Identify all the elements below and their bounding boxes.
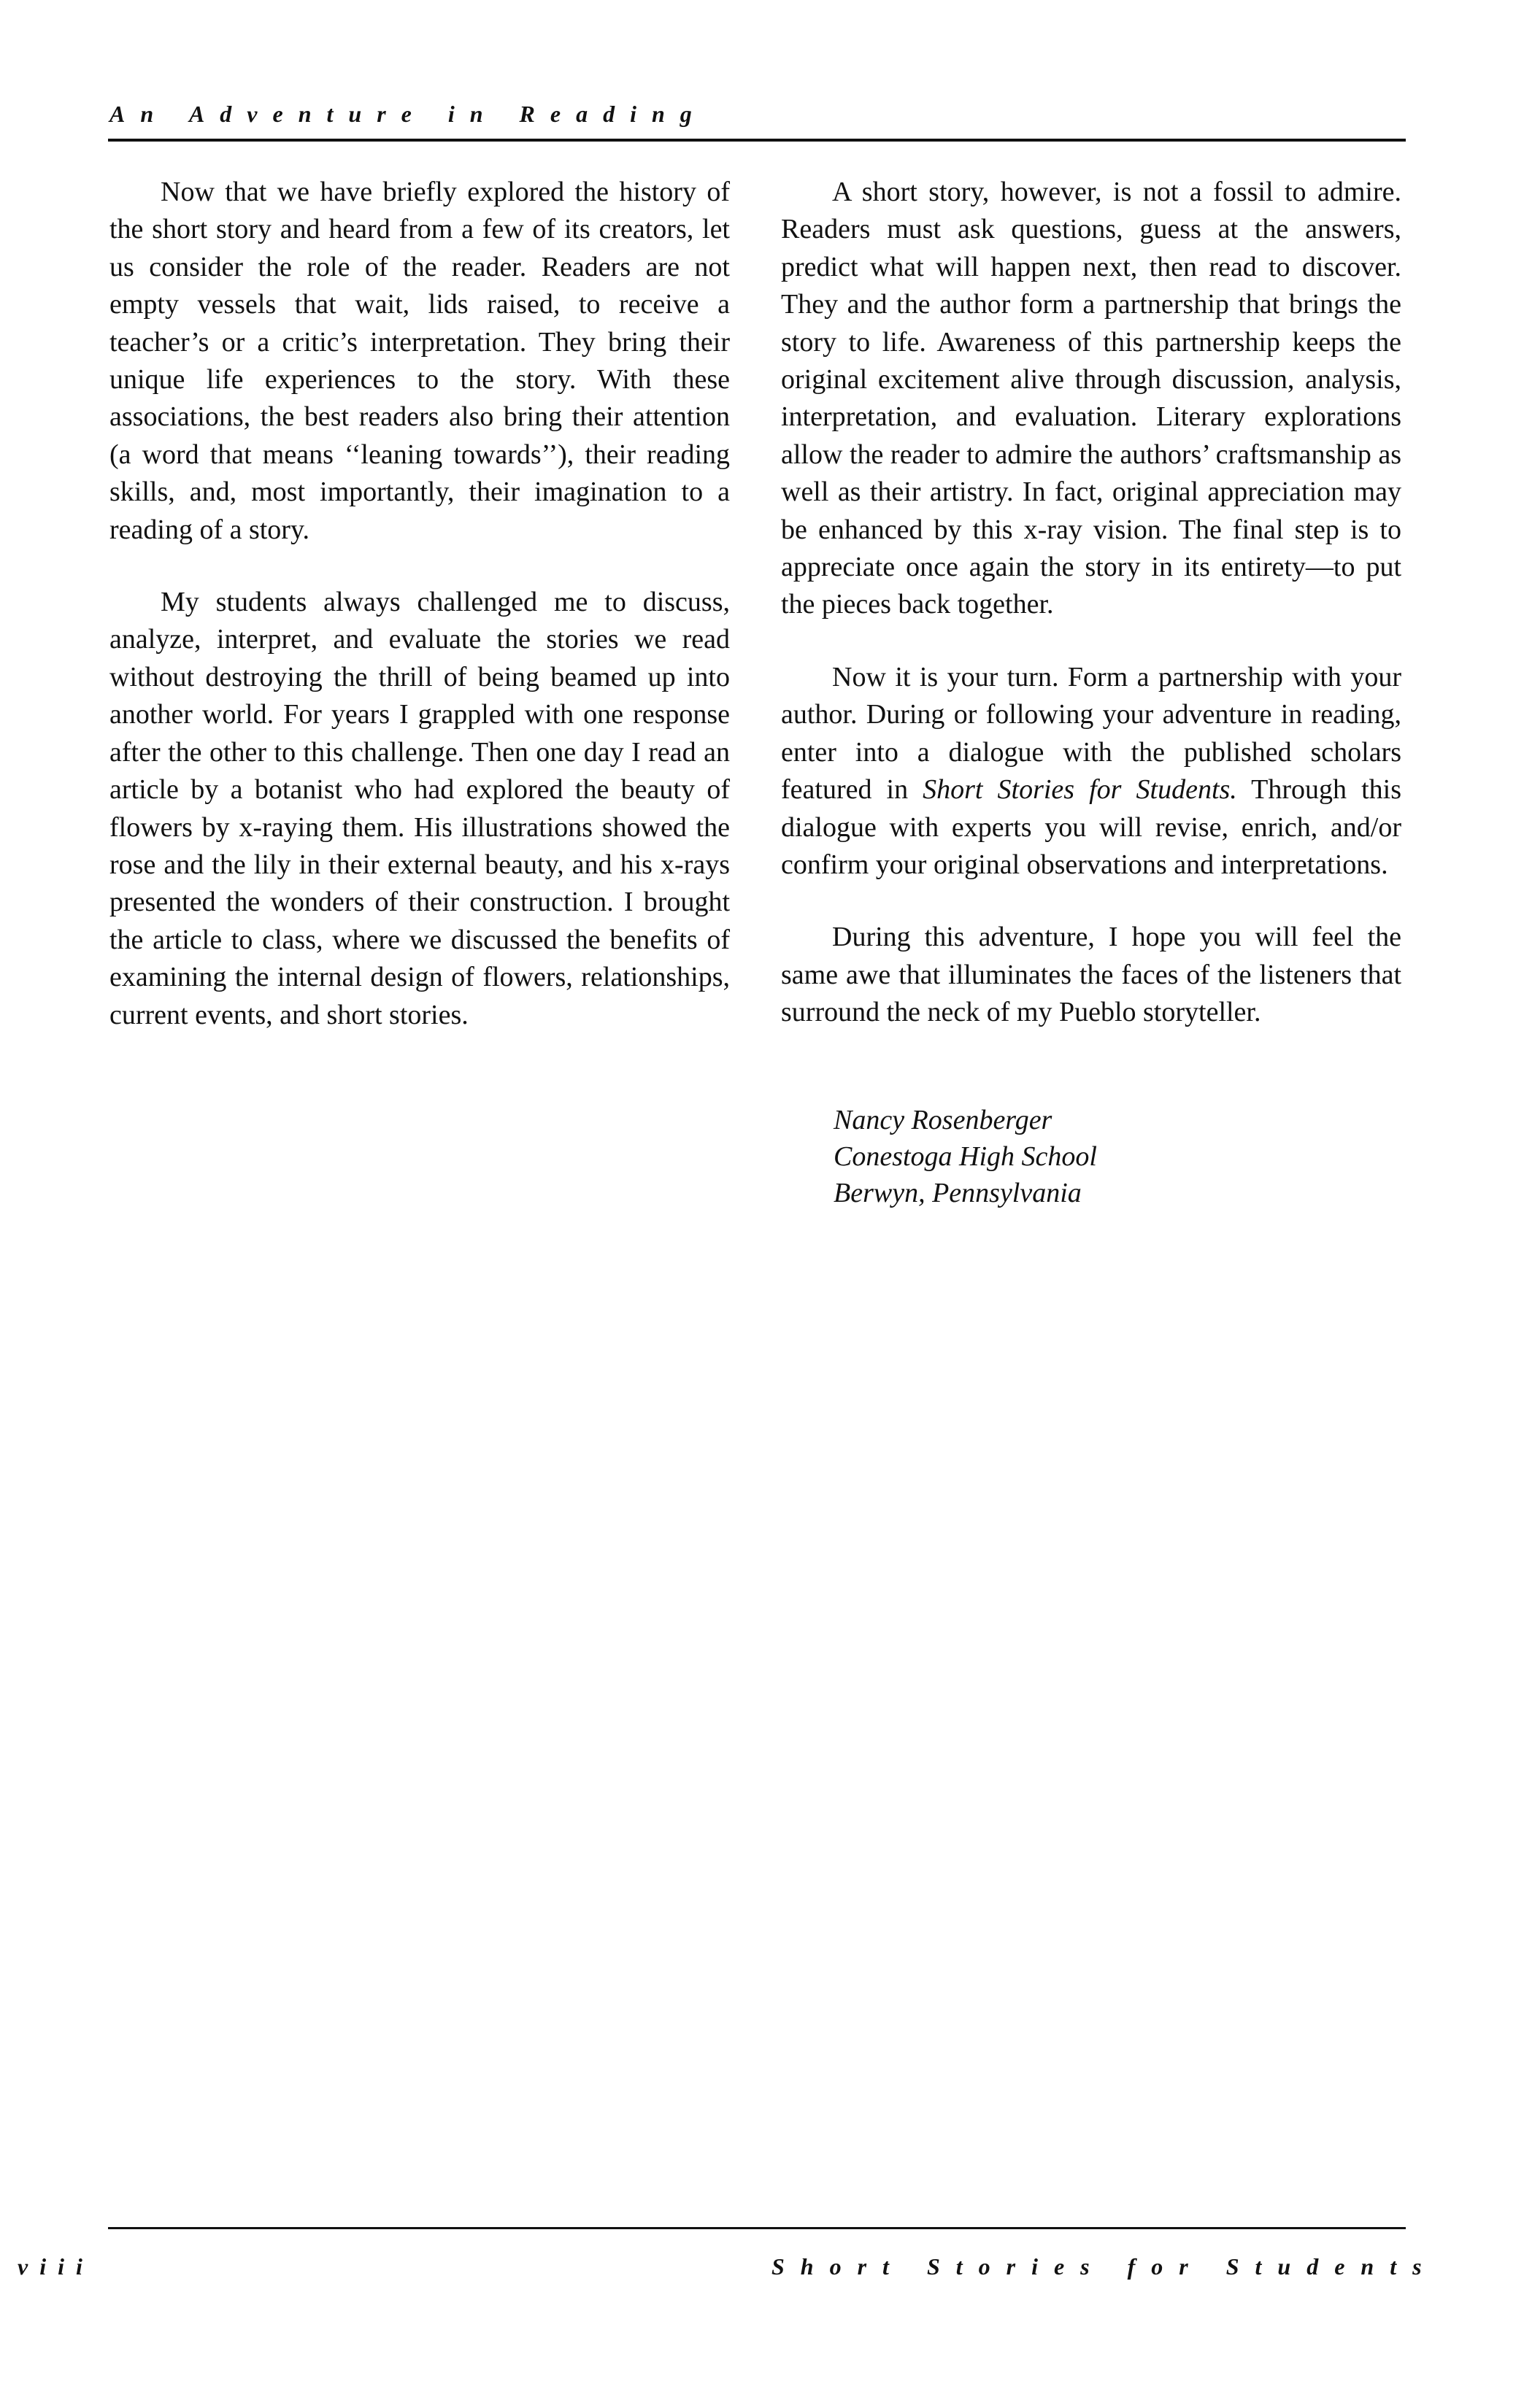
paragraph-students-challenge: My students always challenged me to discuss, analyze, interpret, and evaluate the stories we read without destroying the thrill of being beamed up into another world. For years I grappled with one response after the other to this challenge. Then one day I read an article by a botanist who had explored the beauty of flowers by x-raying them. His illustrations showed the rose and the lily in their external beauty, and his x-rays presented the wonders of their construction. I brought the article to class, where we discussed the benefits of examining the internal design of flowers, relationships, current events, and short stories. — [109, 587, 730, 1030]
paragraph-short-story-fossil: A short story, however, is not a fossil to admire. Readers must ask questions, guess at the answers, predict what will happen next, then read to discover. They and the author form a partnership that brings the story to life. Awareness of this partnership keeps the original excitement alive through discussion, analysis, interpretation, and evaluation. Literary explorations allow the reader to admire the authors’ craftsmanship as well as their artistry. In fact, original appreciation may be enhanced by this x-ray vision. The final step is to appreciate once again the story in its entirety—to put the pieces back together. — [781, 177, 1401, 620]
paragraph-closing: During this adventure, I hope you will feel the same awe that illuminates the faces of the listeners that surround the neck of my Pueblo storyteller. — [781, 922, 1401, 1028]
signature-block — [834, 1102, 1097, 1211]
footer-book-title: Short Stories for Students — [771, 2253, 1438, 2280]
right-column — [781, 174, 1401, 1067]
author-school: Conestoga High School — [834, 1141, 1097, 1172]
page-number: viii — [18, 2253, 94, 2280]
paragraph-your-turn-text-2: Through this dialogue with experts you will revise, enrich, and/or confirm your original observations and interpretations. — [781, 774, 1401, 880]
paragraph-your-turn — [781, 659, 1401, 884]
left-column — [109, 174, 730, 1069]
footer-rule — [108, 2227, 1406, 2229]
header-rule — [108, 139, 1406, 142]
paragraph-your-turn-text-1: Now it is your turn. Form a partnership with your author. During or following your adventure in reading, enter into a dialogue with the published scholars featured in — [781, 661, 1401, 806]
author-name: Nancy Rosenberger — [834, 1105, 1052, 1135]
paragraph-role-of-reader: Now that we have briefly explored the history of the short story and heard from a few of its creators, let us consider the role of the reader. Readers are not empty vessels that wait, lids raised, to receive a teacher’s or a critic’s interpretation. They bring their unique life experiences to the story. With these associations, the best readers also bring their attention (a word that means ‘‘leaning towards’’), their reading skills, and, most importantly, their imagination to a reading of a story. — [109, 177, 730, 545]
book-title-reference: Short Stories for Students. — [923, 774, 1237, 806]
author-location: Berwyn, Pennsylvania — [834, 1178, 1082, 1208]
running-header-title: An Adventure in Reading — [109, 101, 707, 127]
